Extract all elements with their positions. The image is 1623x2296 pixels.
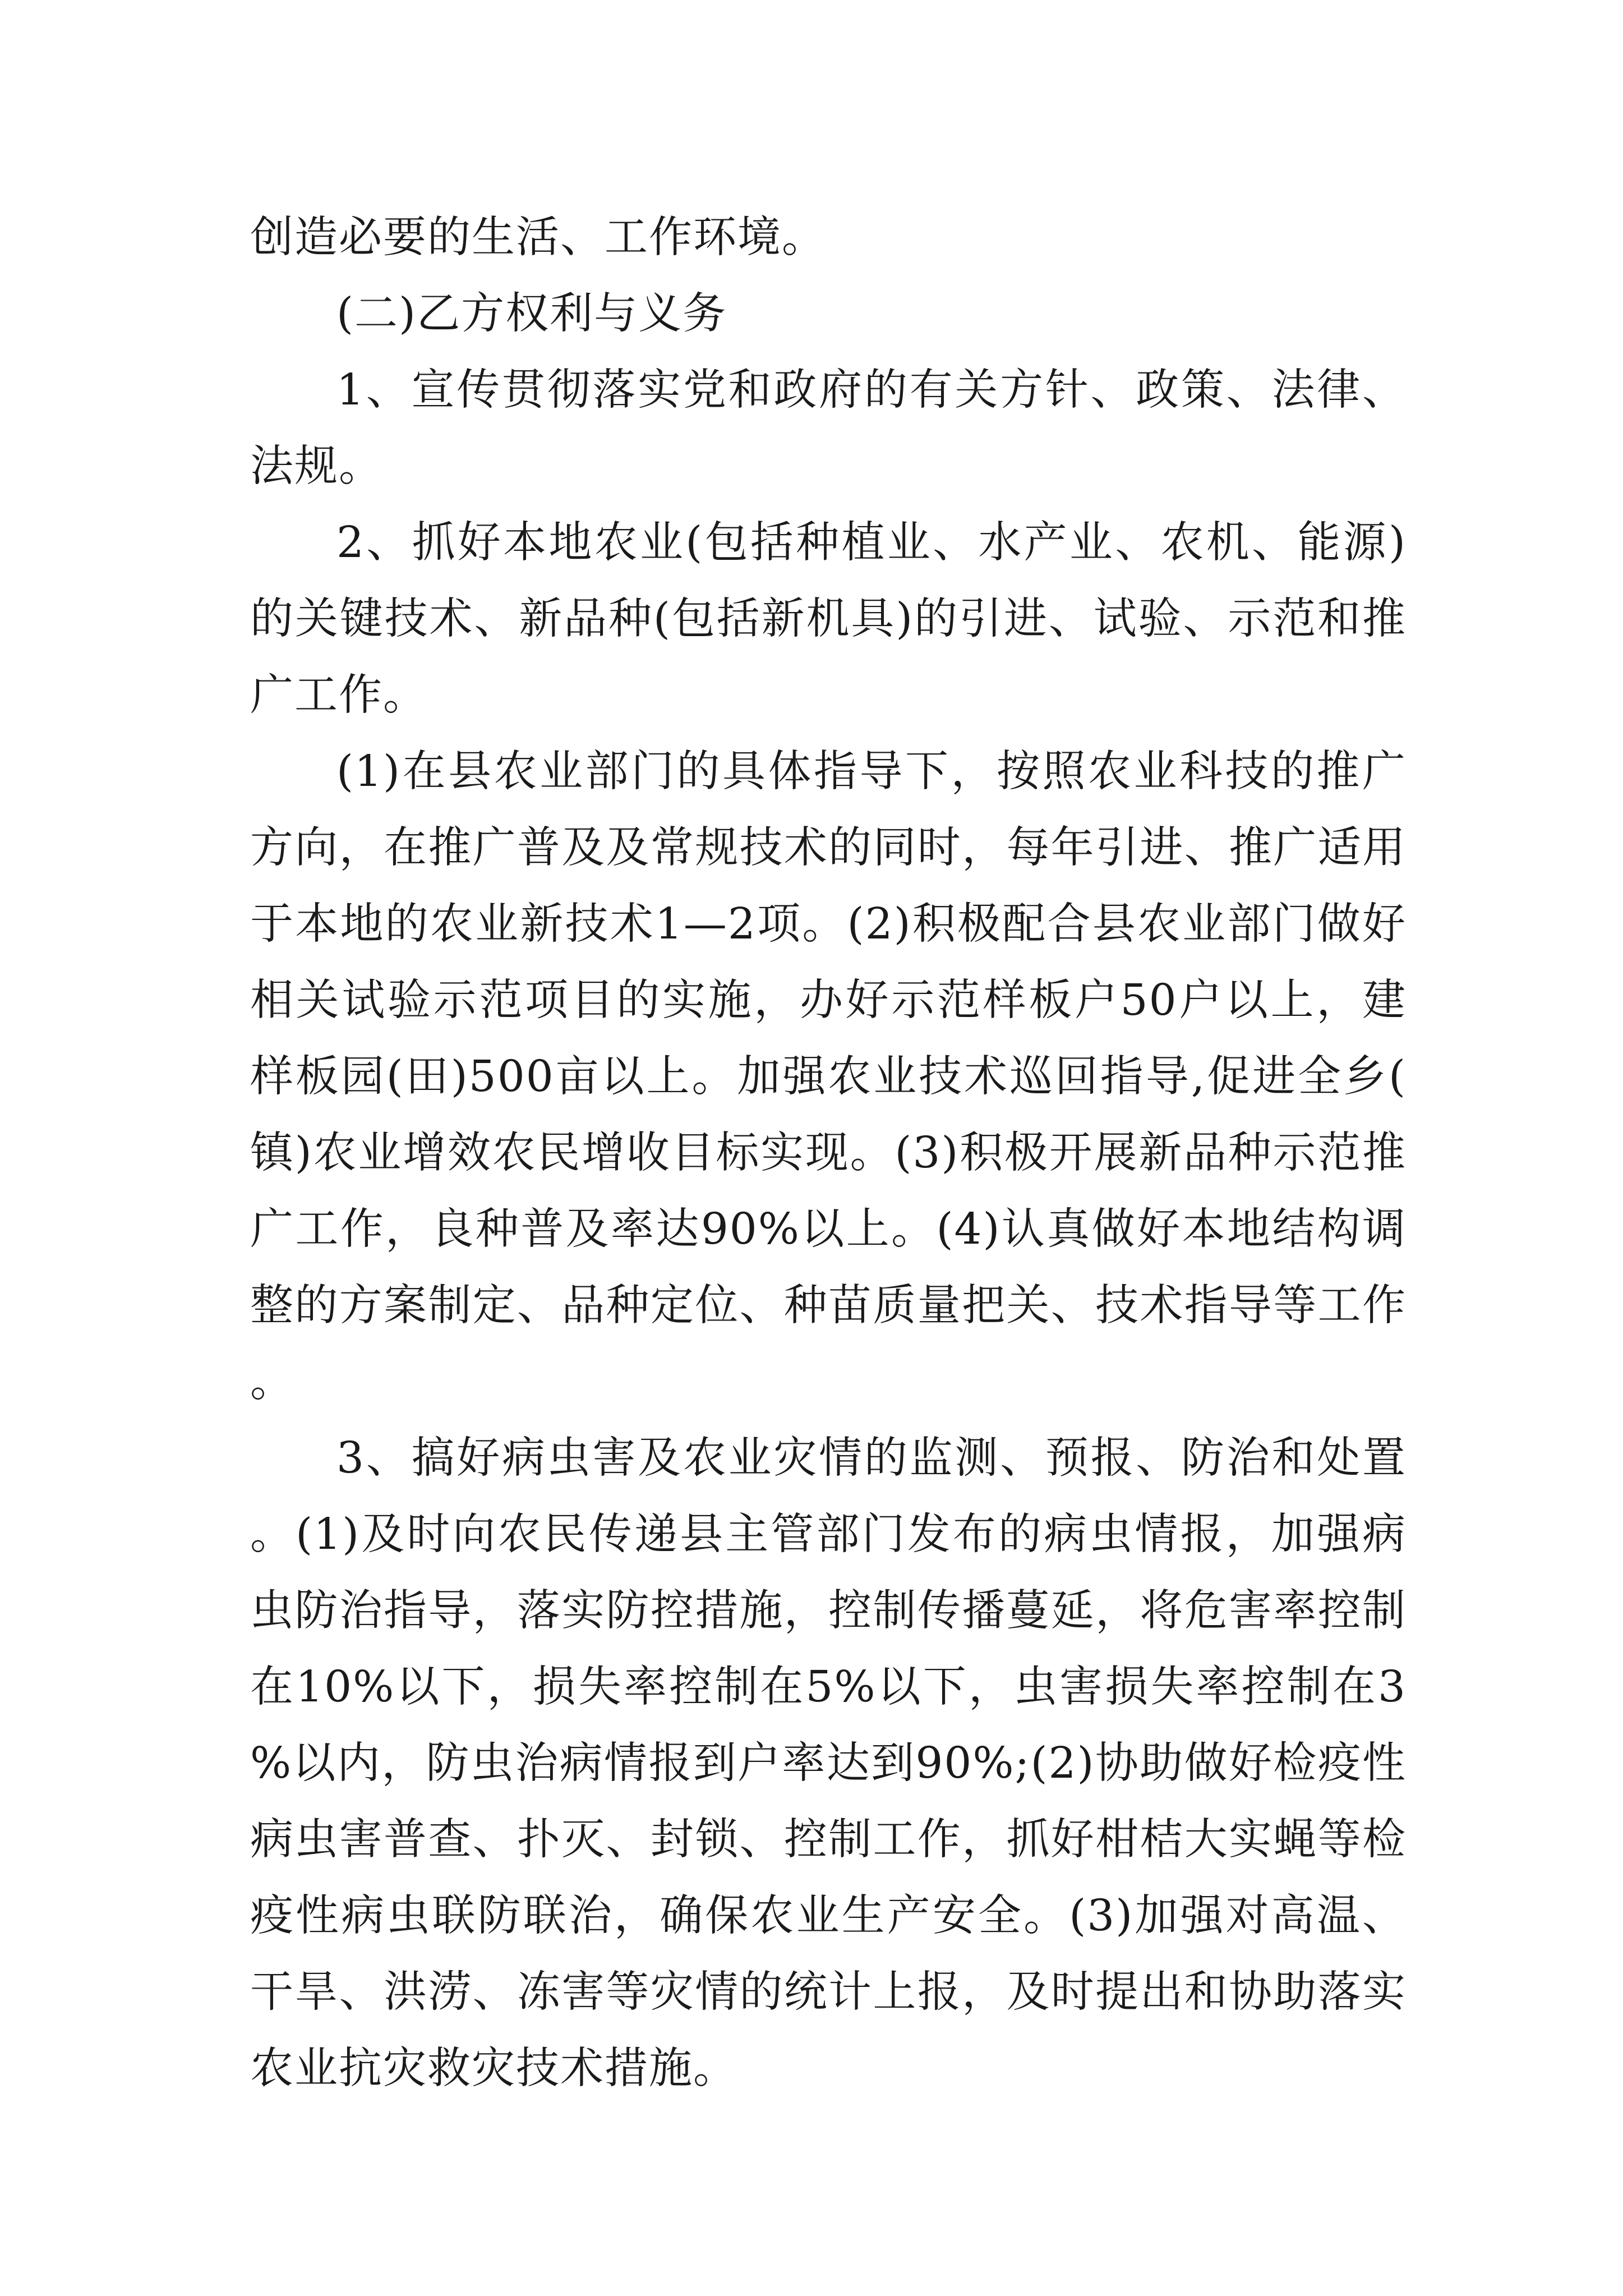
document-body — [250, 200, 1407, 2107]
paragraph-continuation: 创造必要的生活、工作环境。 — [250, 213, 826, 263]
paragraph-item-3: 3、搞好病虫害及农业灾情的监测、预报、防治和处置。(1)及时向农民传递县主管部门发布的病虫情报，加强病虫防治指导，落实防控措施，控制传播蔓延，将危害率控制在10%以下，损失率控制在5%以下，虫害损失率控制在3%以内，防虫治病情报到户率达到90%;(2)协助做好检疫性病虫害普查、扑灭、封锁、控制工作，抓好柑桔大实蝇等检疫性病虫联防联治，确保农业生产安全。(3)加强对高温、干旱、洪涝、冻害等灾情的统计上报，及时提出和协助落实农业抗灾救灾技术措施。 — [250, 1433, 1407, 2093]
section-heading-party-b-rights: (二)乙方权利与义务 — [336, 289, 727, 339]
paragraph-item-1: 1、宣传贯彻落实党和政府的有关方针、政策、法律、法规。 — [250, 365, 1407, 491]
paragraph-item-2-details: (1)在县农业部门的具体指导下，按照农业科技的推广方向，在推广普及及常规技术的同时，每年引进、推广适用于本地的农业新技术1—2项。(2)积极配合县农业部门做好相关试验示范项目的实施，办好示范样板户50户以上，建样板园(田)500亩以上。加强农业技术巡回指导,促进全乡(镇)农业增效农民增收目标实现。(3)积极开展新品种示范推广工作，良种普及率达90%以上。(4)认真做好本地结构调整的方案制定、品种定位、种苗质量把关、技术指导等工作。 — [250, 747, 1407, 1407]
paragraph-item-2: 2、抓好本地农业(包括种植业、水产业、农机、能源)的关键技术、新品种(包括新机具)的引进、试验、示范和推广工作。 — [250, 518, 1407, 720]
